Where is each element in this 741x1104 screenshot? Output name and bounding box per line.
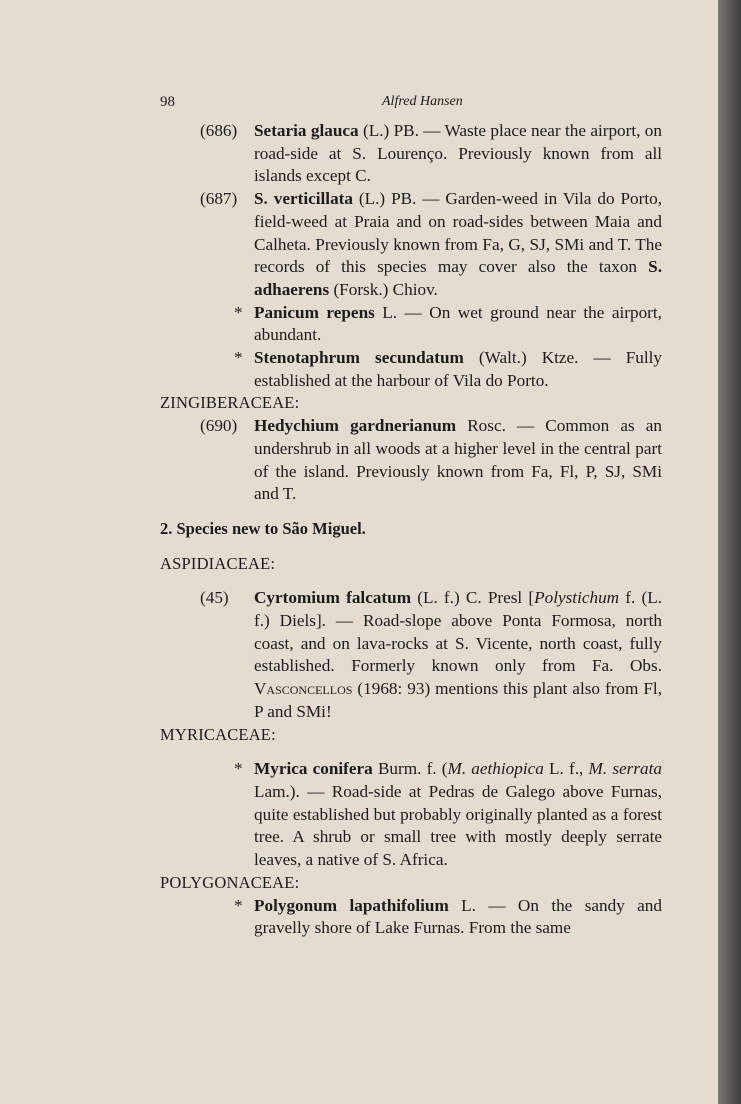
running-head: Alfred Hansen: [382, 94, 463, 109]
entry-number: (687): [200, 189, 238, 209]
page-number: 98: [160, 94, 175, 110]
species-entry: [200, 120, 662, 188]
entry-text: Rosc. — Common as an undershrub in all woods at a higher level in the central part of the island. Previously known from Fa, Fl, P, SJ, SMi and T.: [254, 416, 662, 504]
entry-text: Burm. f. (: [372, 759, 448, 779]
entry-text: (1968: 93) mentions this plant also from Fl, P and SMi!: [254, 679, 662, 721]
entry-text: L. f.,: [543, 759, 589, 779]
entry-number: (686): [200, 121, 238, 140]
entry-text: f. (L. f.) Diels]. — Road-slope above Ponta Formosa, north coast, and on lava-rocks at S. Vicente, north coast, fully established. Formerly known only from Fa. Obs.: [254, 588, 662, 676]
family-heading: ASPIDIACEAE:: [160, 553, 276, 573]
entry-text: (L. f.) C. Presl [: [411, 588, 535, 608]
page-body: [0, 120, 718, 940]
family-heading: ZINGIBERACEAE:: [160, 393, 300, 413]
page-header: [160, 94, 665, 116]
species-name: Hedychium gardnerianum: [254, 416, 457, 436]
family-heading: MYRICACEAE:: [160, 724, 276, 744]
species-entry: [234, 758, 663, 872]
new-record-marker: *: [234, 302, 243, 322]
entry-text: Lam.). — Road-side at Pedras de Galego above Furnas, quite established but probably originally planted as a forest tree. A shrub or small tree with mostly deeply serrate leaves, a native of S. Africa.: [254, 781, 662, 870]
synonym-name: M. aethiopica: [447, 759, 544, 779]
synonym-name: Polystichum: [534, 588, 620, 608]
page-edge-shadow: [718, 0, 741, 1104]
species-entry: [200, 415, 662, 506]
family-heading: POLYGONACEAE:: [160, 872, 300, 892]
entry-number: (45): [200, 588, 229, 608]
species-entry: [234, 302, 662, 347]
species-name: S. adhaerens: [254, 257, 662, 299]
entry-text: (L.) PB. — Waste place near the airport, on road-side at S. Lourenço. Previously known from all islands except C.: [254, 121, 662, 186]
new-record-marker: *: [234, 348, 243, 368]
cited-author: Vasconcellos: [254, 679, 353, 699]
species-name: Myrica conifera: [254, 759, 373, 779]
entry-text: (Walt.) Ktze. — Fully established at the harbour of Vila do Porto.: [254, 348, 662, 390]
entry-number: (690): [200, 416, 238, 436]
new-record-marker: *: [234, 895, 243, 915]
species-entry: [200, 587, 662, 723]
species-entry: [234, 347, 662, 392]
species-entry: [200, 188, 662, 302]
species-name: Panicum repens: [254, 302, 375, 322]
species-name: Setaria glauca: [254, 121, 359, 140]
species-name: Stenotaphrum secundatum: [254, 348, 464, 368]
synonym-name: M. serrata: [588, 759, 663, 779]
new-record-marker: *: [234, 759, 243, 779]
species-name: Cyrtomium falcatum: [254, 588, 412, 608]
species-entry: [234, 895, 662, 940]
entry-text: (L.) PB. — Garden-weed in Vila do Porto, field-weed at Praia and on road-sides between Maia and Calheta. Previously known from Fa, G, SJ, SMi and T. The records of this species may cover also the taxon: [254, 189, 662, 277]
entry-text: (Forsk.) Chiov.: [329, 279, 438, 299]
species-name: S. verticillata: [254, 189, 353, 209]
section-heading: 2. Species new to São Miguel.: [160, 518, 366, 538]
species-name: Polygonum lapathifolium: [254, 895, 449, 915]
entry-text: L. — On the sandy and gravelly shore of Lake Furnas. From the same: [254, 895, 662, 938]
entry-text: L. — On wet ground near the airport, abundant.: [254, 302, 662, 345]
